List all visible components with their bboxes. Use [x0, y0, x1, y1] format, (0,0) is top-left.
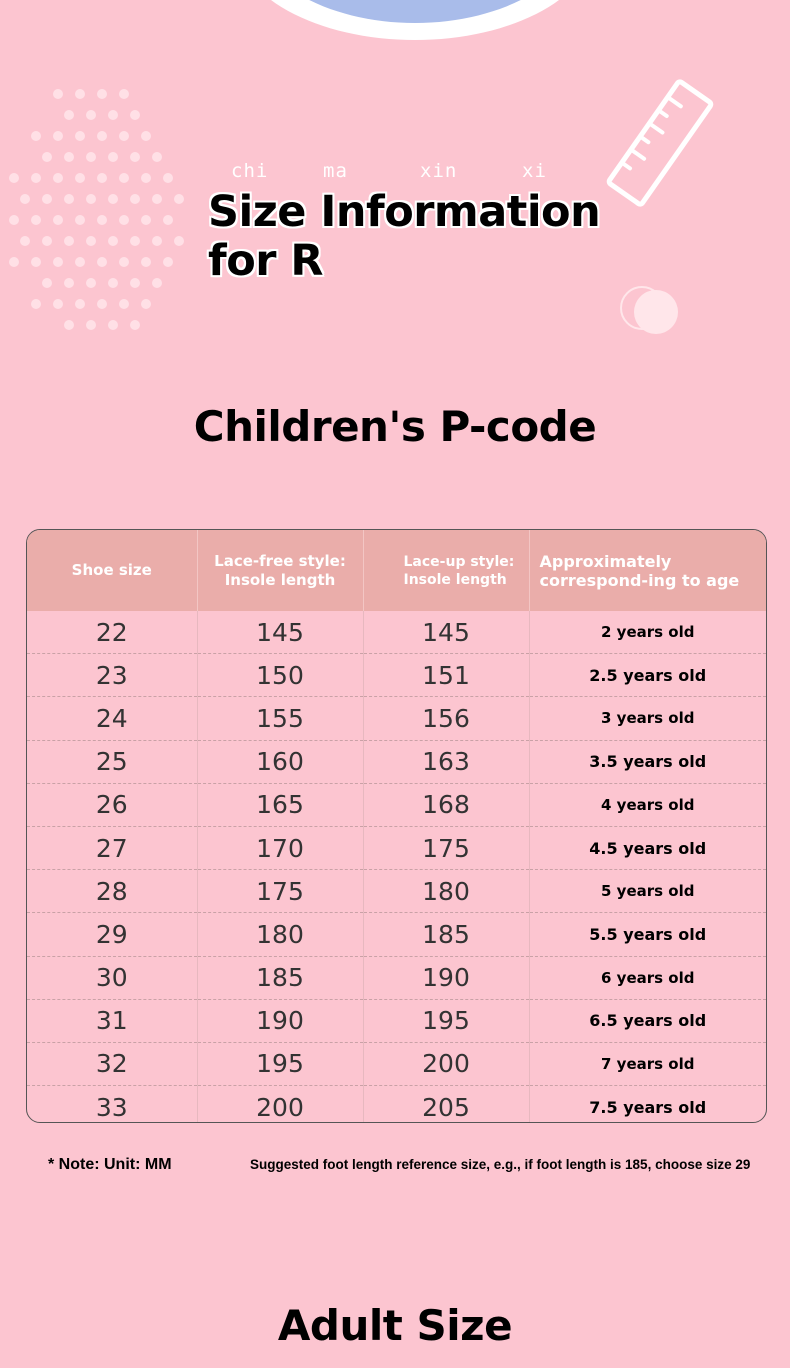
table-row	[27, 1086, 766, 1123]
cell-shoe-size: 31	[27, 999, 197, 1042]
dot	[119, 299, 129, 309]
cell-shoe-size: 27	[27, 826, 197, 869]
dot	[53, 131, 63, 141]
cell-lace-up-length: 156	[363, 697, 529, 740]
dot	[108, 278, 118, 288]
dot	[141, 173, 151, 183]
dot	[75, 215, 85, 225]
dot	[42, 236, 52, 246]
cell-lace-up-length: 190	[363, 956, 529, 999]
cell-age: 2.5 years old	[529, 654, 766, 697]
cell-age: 6.5 years old	[529, 999, 766, 1042]
page-title-line1: Size Information	[208, 187, 601, 237]
dot	[108, 110, 118, 120]
dot	[86, 194, 96, 204]
cell-shoe-size: 23	[27, 654, 197, 697]
cell-lace-up-length: 175	[363, 826, 529, 869]
cell-age: 6 years old	[529, 956, 766, 999]
cell-shoe-size: 25	[27, 740, 197, 783]
dot	[53, 257, 63, 267]
dot	[119, 173, 129, 183]
dot	[130, 110, 140, 120]
dot	[9, 215, 19, 225]
table-row	[27, 870, 766, 913]
dot	[75, 89, 85, 99]
dot	[31, 299, 41, 309]
dot	[64, 110, 74, 120]
pinyin-syllable: xi	[522, 160, 547, 182]
table-row	[27, 740, 766, 783]
unit-note: * Note: Unit: MM	[48, 1156, 172, 1173]
dot	[42, 194, 52, 204]
dot	[130, 236, 140, 246]
dot	[20, 194, 30, 204]
dot	[53, 89, 63, 99]
dot	[108, 152, 118, 162]
size-table-container	[26, 529, 767, 1123]
cell-lace-free-length: 160	[197, 740, 363, 783]
dots-pattern-icon	[0, 80, 200, 350]
dot	[97, 257, 107, 267]
cell-age: 3 years old	[529, 697, 766, 740]
dot	[97, 215, 107, 225]
section-title-children: Children's P-code	[193, 402, 597, 451]
cell-shoe-size: 22	[27, 611, 197, 654]
cell-age: 3.5 years old	[529, 740, 766, 783]
dot	[31, 173, 41, 183]
cell-lace-free-length: 170	[197, 826, 363, 869]
table-row	[27, 654, 766, 697]
dot	[119, 89, 129, 99]
dot	[31, 131, 41, 141]
table-row	[27, 611, 766, 654]
dot	[108, 236, 118, 246]
dot	[174, 194, 184, 204]
dot	[108, 194, 118, 204]
dot	[119, 257, 129, 267]
cell-lace-free-length: 175	[197, 870, 363, 913]
cell-lace-up-length: 145	[363, 611, 529, 654]
cell-lace-free-length: 190	[197, 999, 363, 1042]
dot	[141, 299, 151, 309]
dot	[130, 320, 140, 330]
cell-lace-free-length: 150	[197, 654, 363, 697]
table-header-row	[27, 530, 766, 611]
dot	[97, 131, 107, 141]
table-row	[27, 956, 766, 999]
dot	[64, 152, 74, 162]
page-title	[208, 188, 628, 286]
page-title-line2: for R	[208, 236, 324, 286]
cell-lace-free-length: 180	[197, 913, 363, 956]
dot	[53, 173, 63, 183]
cell-lace-free-length: 185	[197, 956, 363, 999]
dot	[163, 173, 173, 183]
cell-shoe-size: 30	[27, 956, 197, 999]
table-row	[27, 1042, 766, 1085]
cell-shoe-size: 33	[27, 1086, 197, 1123]
dot	[130, 152, 140, 162]
dot	[97, 299, 107, 309]
dot	[152, 278, 162, 288]
dot	[97, 173, 107, 183]
cell-age: 5.5 years old	[529, 913, 766, 956]
cell-age: 2 years old	[529, 611, 766, 654]
table-row	[27, 913, 766, 956]
cell-lace-up-length: 168	[363, 783, 529, 826]
dot	[64, 194, 74, 204]
cell-age: 7.5 years old	[589, 1097, 707, 1117]
pinyin-syllable: ma	[323, 160, 348, 182]
dot	[119, 131, 129, 141]
cell-shoe-size: 29	[27, 913, 197, 956]
cell-lace-free-length: 195	[197, 1042, 363, 1085]
cell-age: 4 years old	[529, 783, 766, 826]
section-title-adult: Adult Size	[277, 1301, 513, 1350]
pinyin-syllable: chi	[231, 160, 269, 182]
dot	[20, 236, 30, 246]
cell-lace-up-length: 185	[363, 913, 529, 956]
dot	[75, 299, 85, 309]
header-lace-free: Lace-free style: Insole length	[197, 530, 363, 611]
pinyin-syllable: xin	[420, 160, 458, 182]
dot	[130, 194, 140, 204]
dot	[141, 257, 151, 267]
dot	[152, 236, 162, 246]
dot	[75, 257, 85, 267]
cell-shoe-size: 28	[27, 870, 197, 913]
dot	[9, 257, 19, 267]
dot	[141, 131, 151, 141]
dot	[119, 215, 129, 225]
dot	[75, 131, 85, 141]
cell-shoe-size: 32	[27, 1042, 197, 1085]
dot	[64, 320, 74, 330]
dot	[75, 173, 85, 183]
size-table	[27, 530, 766, 1123]
dot	[31, 215, 41, 225]
cell-lace-up-length: 195	[363, 999, 529, 1042]
dot	[141, 215, 151, 225]
table-row	[27, 697, 766, 740]
dot	[86, 152, 96, 162]
dot	[64, 278, 74, 288]
table-row	[27, 999, 766, 1042]
table-row	[27, 826, 766, 869]
dot	[163, 215, 173, 225]
header-shoe-size: Shoe size	[27, 530, 197, 611]
dot	[9, 173, 19, 183]
dot	[152, 152, 162, 162]
header-age: Approximately correspond-ing to age	[529, 530, 766, 611]
dot	[53, 215, 63, 225]
cell-age: 5 years old	[529, 870, 766, 913]
dot	[86, 320, 96, 330]
cell-lace-up-length: 180	[363, 870, 529, 913]
cell-lace-up-length: 163	[363, 740, 529, 783]
bubbles-icon	[618, 282, 684, 338]
cell-lace-free-length: 165	[197, 783, 363, 826]
dot	[31, 257, 41, 267]
dot	[64, 236, 74, 246]
dot	[42, 152, 52, 162]
cell-lace-up-length: 200	[363, 1042, 529, 1085]
cell-age: 4.5 years old	[529, 826, 766, 869]
table-row	[27, 783, 766, 826]
cell-lace-up-length: 205	[363, 1086, 529, 1123]
header-lace-up: Lace-up style: Insole length	[363, 530, 529, 611]
dot	[108, 320, 118, 330]
size-suggestion-note: Suggested foot length reference size, e.g., if foot length is 185, choose size 29	[250, 1157, 751, 1172]
dot	[163, 257, 173, 267]
cell-lace-up-length: 151	[363, 654, 529, 697]
dot	[130, 278, 140, 288]
dot	[97, 89, 107, 99]
dot	[86, 278, 96, 288]
cell-lace-free-length: 155	[197, 697, 363, 740]
cell-age: 7 years old	[529, 1042, 766, 1085]
dot	[174, 236, 184, 246]
cell-shoe-size: 24	[27, 697, 197, 740]
dot	[86, 110, 96, 120]
dot	[42, 278, 52, 288]
dot	[152, 194, 162, 204]
dot	[53, 299, 63, 309]
cell-shoe-size: 26	[27, 783, 197, 826]
cell-lace-free-length: 200	[197, 1086, 363, 1123]
dot	[86, 236, 96, 246]
cell-lace-free-length: 145	[197, 611, 363, 654]
